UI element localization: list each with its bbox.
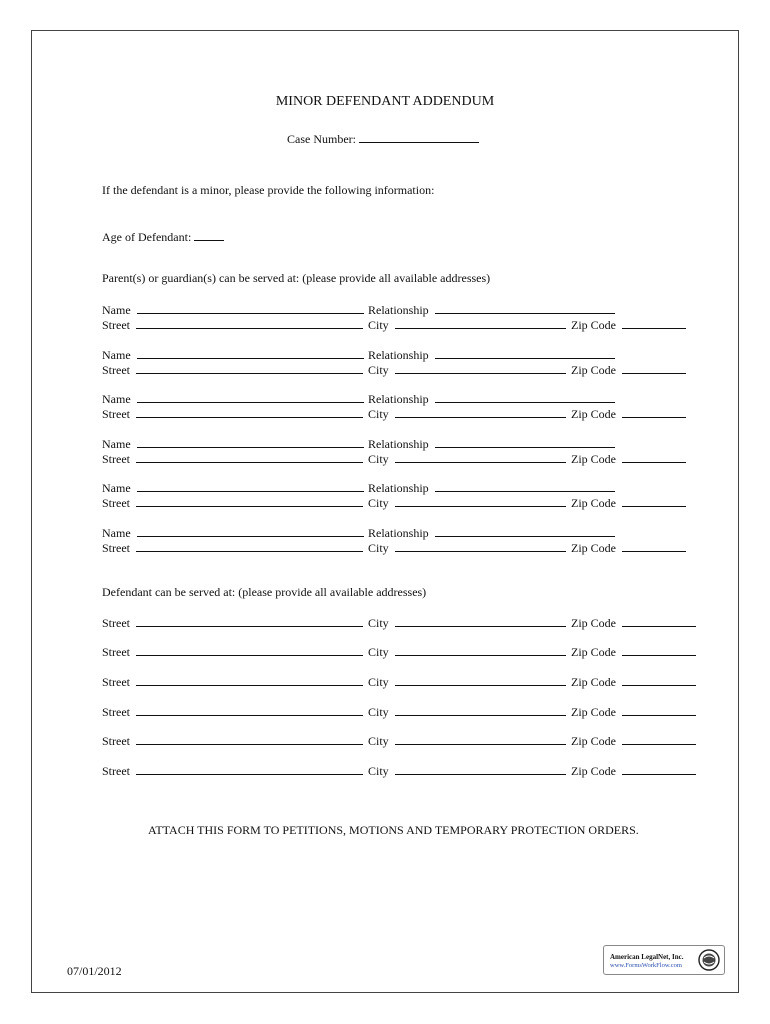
defendant-zip-field[interactable] [571, 704, 696, 720]
company-logo [603, 945, 725, 975]
defendant-street-field-label: Street [102, 705, 130, 719]
defendant-street-field[interactable] [102, 644, 363, 660]
age-label: Age of Defendant: [102, 230, 192, 244]
parent-zip-field-label: Zip Code [571, 407, 616, 421]
parent-relationship-field-line[interactable] [435, 391, 615, 403]
parent-relationship-field-label: Relationship [368, 348, 429, 362]
parent-zip-field[interactable] [571, 406, 686, 422]
parent-relationship-field-line[interactable] [435, 480, 615, 492]
defendant-zip-field-label: Zip Code [571, 645, 616, 659]
parent-city-field[interactable] [368, 451, 566, 467]
parent-zip-field-line[interactable] [622, 540, 686, 552]
defendant-street-field[interactable] [102, 674, 363, 690]
defendant-street-field[interactable] [102, 615, 363, 631]
parent-zip-field-label: Zip Code [571, 496, 616, 510]
defendant-city-field-label: City [368, 734, 389, 748]
parent-city-field-label: City [368, 363, 389, 377]
parent-street-field-label: Street [102, 407, 130, 421]
parent-street-field-line[interactable] [136, 451, 363, 463]
parent-name-field[interactable] [102, 436, 364, 452]
parent-city-field-label: City [368, 452, 389, 466]
defendant-zip-field-label: Zip Code [571, 764, 616, 778]
parent-street-field-label: Street [102, 363, 130, 377]
parent-city-field[interactable] [368, 317, 566, 333]
defendant-city-field[interactable] [368, 644, 566, 660]
parent-city-field[interactable] [368, 540, 566, 556]
parent-street-field-label: Street [102, 496, 130, 510]
parent-zip-field-label: Zip Code [571, 363, 616, 377]
form-date: 07/01/2012 [67, 964, 122, 978]
defendant-city-field[interactable] [368, 615, 566, 631]
defendant-street-field-line[interactable] [136, 704, 363, 716]
defendant-zip-field[interactable] [571, 763, 696, 779]
parent-name-field-line[interactable] [137, 391, 364, 403]
parent-name-field[interactable] [102, 391, 364, 407]
parent-street-field[interactable] [102, 495, 363, 511]
defendant-street-field[interactable] [102, 704, 363, 720]
parent-name-field-label: Name [102, 348, 131, 362]
parent-street-field-line[interactable] [136, 362, 363, 374]
defendant-city-field-line[interactable] [395, 733, 566, 745]
defendant-zip-field[interactable] [571, 674, 696, 690]
defendant-city-field-label: City [368, 705, 389, 719]
parent-relationship-field[interactable] [368, 302, 615, 318]
parent-street-field-label: Street [102, 541, 130, 555]
case-number-line[interactable] [359, 131, 479, 143]
parent-zip-field[interactable] [571, 451, 686, 467]
parent-street-field[interactable] [102, 406, 363, 422]
defendant-zip-field-label: Zip Code [571, 616, 616, 630]
parent-relationship-field[interactable] [368, 525, 615, 541]
defendant-street-field-line[interactable] [136, 733, 363, 745]
parent-city-field-label: City [368, 496, 389, 510]
defendant-street-field-line[interactable] [136, 644, 363, 656]
parent-zip-field-line[interactable] [622, 495, 686, 507]
defendant-street-field-line[interactable] [136, 763, 363, 775]
parent-zip-field-line[interactable] [622, 317, 686, 329]
parent-relationship-field-line[interactable] [435, 436, 615, 448]
case-number-field[interactable] [287, 131, 479, 147]
defendant-zip-field-line[interactable] [622, 763, 696, 775]
parent-city-field-label: City [368, 541, 389, 555]
defendant-city-field-line[interactable] [395, 644, 566, 656]
parent-street-field-line[interactable] [136, 495, 363, 507]
defendant-street-field-line[interactable] [136, 615, 363, 627]
parent-street-field-line[interactable] [136, 317, 363, 329]
intro-text: If the defendant is a minor, please provide the following information: [102, 183, 435, 197]
parent-name-field[interactable] [102, 347, 364, 363]
parent-relationship-field-line[interactable] [435, 302, 615, 314]
parent-city-field-line[interactable] [395, 362, 566, 374]
parent-street-field-label: Street [102, 318, 130, 332]
parent-relationship-field-label: Relationship [368, 303, 429, 317]
form-page-border [31, 30, 739, 993]
defendant-zip-field[interactable] [571, 644, 696, 660]
defendant-city-field-label: City [368, 616, 389, 630]
parent-relationship-field[interactable] [368, 391, 615, 407]
parent-name-field-label: Name [102, 303, 131, 317]
defendant-street-field-label: Street [102, 764, 130, 778]
defendant-zip-field[interactable] [571, 733, 696, 749]
parent-city-field-line[interactable] [395, 540, 566, 552]
parent-name-field-line[interactable] [137, 436, 364, 448]
parent-city-field-line[interactable] [395, 317, 566, 329]
logo-company: American LegalNet, Inc. [610, 953, 684, 961]
parent-relationship-field-line[interactable] [435, 347, 615, 359]
attach-instruction: ATTACH THIS FORM TO PETITIONS, MOTIONS AND TEMPORARY PROTECTION ORDERS. [148, 823, 639, 837]
parent-zip-field-line[interactable] [622, 451, 686, 463]
defendant-heading: Defendant can be served at: (please provide all available addresses) [102, 585, 427, 599]
form-title: MINOR DEFENDANT ADDENDUM [275, 94, 495, 109]
defendant-city-field-label: City [368, 645, 389, 659]
parent-name-field-line[interactable] [137, 525, 364, 537]
globe-seal-icon [698, 949, 720, 971]
parent-street-field-line[interactable] [136, 406, 363, 418]
parent-city-field-label: City [368, 318, 389, 332]
parent-name-field-label: Name [102, 437, 131, 451]
defendant-city-field-line[interactable] [395, 615, 566, 627]
parent-zip-field-line[interactable] [622, 406, 686, 418]
defendant-zip-field-line[interactable] [622, 704, 696, 716]
parent-city-field-line[interactable] [395, 406, 566, 418]
defendant-zip-field-label: Zip Code [571, 734, 616, 748]
parent-street-field[interactable] [102, 451, 363, 467]
defendant-city-field[interactable] [368, 674, 566, 690]
parent-name-field-label: Name [102, 392, 131, 406]
defendant-street-field-label: Street [102, 616, 130, 630]
defendant-city-field-line[interactable] [395, 704, 566, 716]
parent-relationship-field-label: Relationship [368, 481, 429, 495]
defendant-zip-field-line[interactable] [622, 615, 696, 627]
parent-street-field[interactable] [102, 362, 363, 378]
defendant-zip-field-line[interactable] [622, 733, 696, 745]
parent-name-field-line[interactable] [137, 347, 364, 359]
defendant-city-field[interactable] [368, 733, 566, 749]
parent-relationship-field[interactable] [368, 436, 615, 452]
parent-zip-field-label: Zip Code [571, 318, 616, 332]
defendant-zip-field-line[interactable] [622, 644, 696, 656]
parent-city-field-line[interactable] [395, 451, 566, 463]
defendant-city-field-label: City [368, 764, 389, 778]
parent-zip-field[interactable] [571, 317, 686, 333]
age-line[interactable] [194, 229, 224, 241]
parent-zip-field[interactable] [571, 495, 686, 511]
parent-city-field[interactable] [368, 406, 566, 422]
parent-name-field-line[interactable] [137, 480, 364, 492]
parent-street-field-label: Street [102, 452, 130, 466]
parent-name-field[interactable] [102, 302, 364, 318]
defendant-street-field-label: Street [102, 645, 130, 659]
parent-zip-field[interactable] [571, 362, 686, 378]
parent-name-field[interactable] [102, 480, 364, 496]
defendant-street-field-label: Street [102, 675, 130, 689]
parent-city-field[interactable] [368, 495, 566, 511]
parent-relationship-field[interactable] [368, 347, 615, 363]
parent-name-field[interactable] [102, 525, 364, 541]
defendant-city-field-label: City [368, 675, 389, 689]
parent-street-field[interactable] [102, 540, 363, 556]
parent-name-field-label: Name [102, 526, 131, 540]
defendant-zip-field[interactable] [571, 615, 696, 631]
parent-zip-field-label: Zip Code [571, 452, 616, 466]
parent-relationship-field[interactable] [368, 480, 615, 496]
parents-heading: Parent(s) or guardian(s) can be served at: (please provide all available addresses) [102, 271, 491, 285]
defendant-city-field-line[interactable] [395, 674, 566, 686]
defendant-street-field-line[interactable] [136, 674, 363, 686]
defendant-city-field[interactable] [368, 763, 566, 779]
logo-url: www.FormsWorkFlow.com [610, 962, 682, 969]
defendant-city-field-line[interactable] [395, 763, 566, 775]
defendant-zip-field-label: Zip Code [571, 705, 616, 719]
age-field[interactable] [102, 229, 224, 245]
parent-name-field-label: Name [102, 481, 131, 495]
parent-city-field-line[interactable] [395, 495, 566, 507]
defendant-street-field-label: Street [102, 734, 130, 748]
defendant-zip-field-line[interactable] [622, 674, 696, 686]
parent-relationship-field-line[interactable] [435, 525, 615, 537]
case-number-label: Case Number: [287, 132, 356, 146]
defendant-street-field[interactable] [102, 763, 363, 779]
parent-relationship-field-label: Relationship [368, 526, 429, 540]
parent-zip-field[interactable] [571, 540, 686, 556]
parent-city-field-label: City [368, 407, 389, 421]
parent-city-field[interactable] [368, 362, 566, 378]
defendant-street-field[interactable] [102, 733, 363, 749]
parent-zip-field-line[interactable] [622, 362, 686, 374]
parent-relationship-field-label: Relationship [368, 392, 429, 406]
parent-relationship-field-label: Relationship [368, 437, 429, 451]
parent-name-field-line[interactable] [137, 302, 364, 314]
defendant-zip-field-label: Zip Code [571, 675, 616, 689]
parent-street-field-line[interactable] [136, 540, 363, 552]
defendant-city-field[interactable] [368, 704, 566, 720]
parent-street-field[interactable] [102, 317, 363, 333]
parent-zip-field-label: Zip Code [571, 541, 616, 555]
